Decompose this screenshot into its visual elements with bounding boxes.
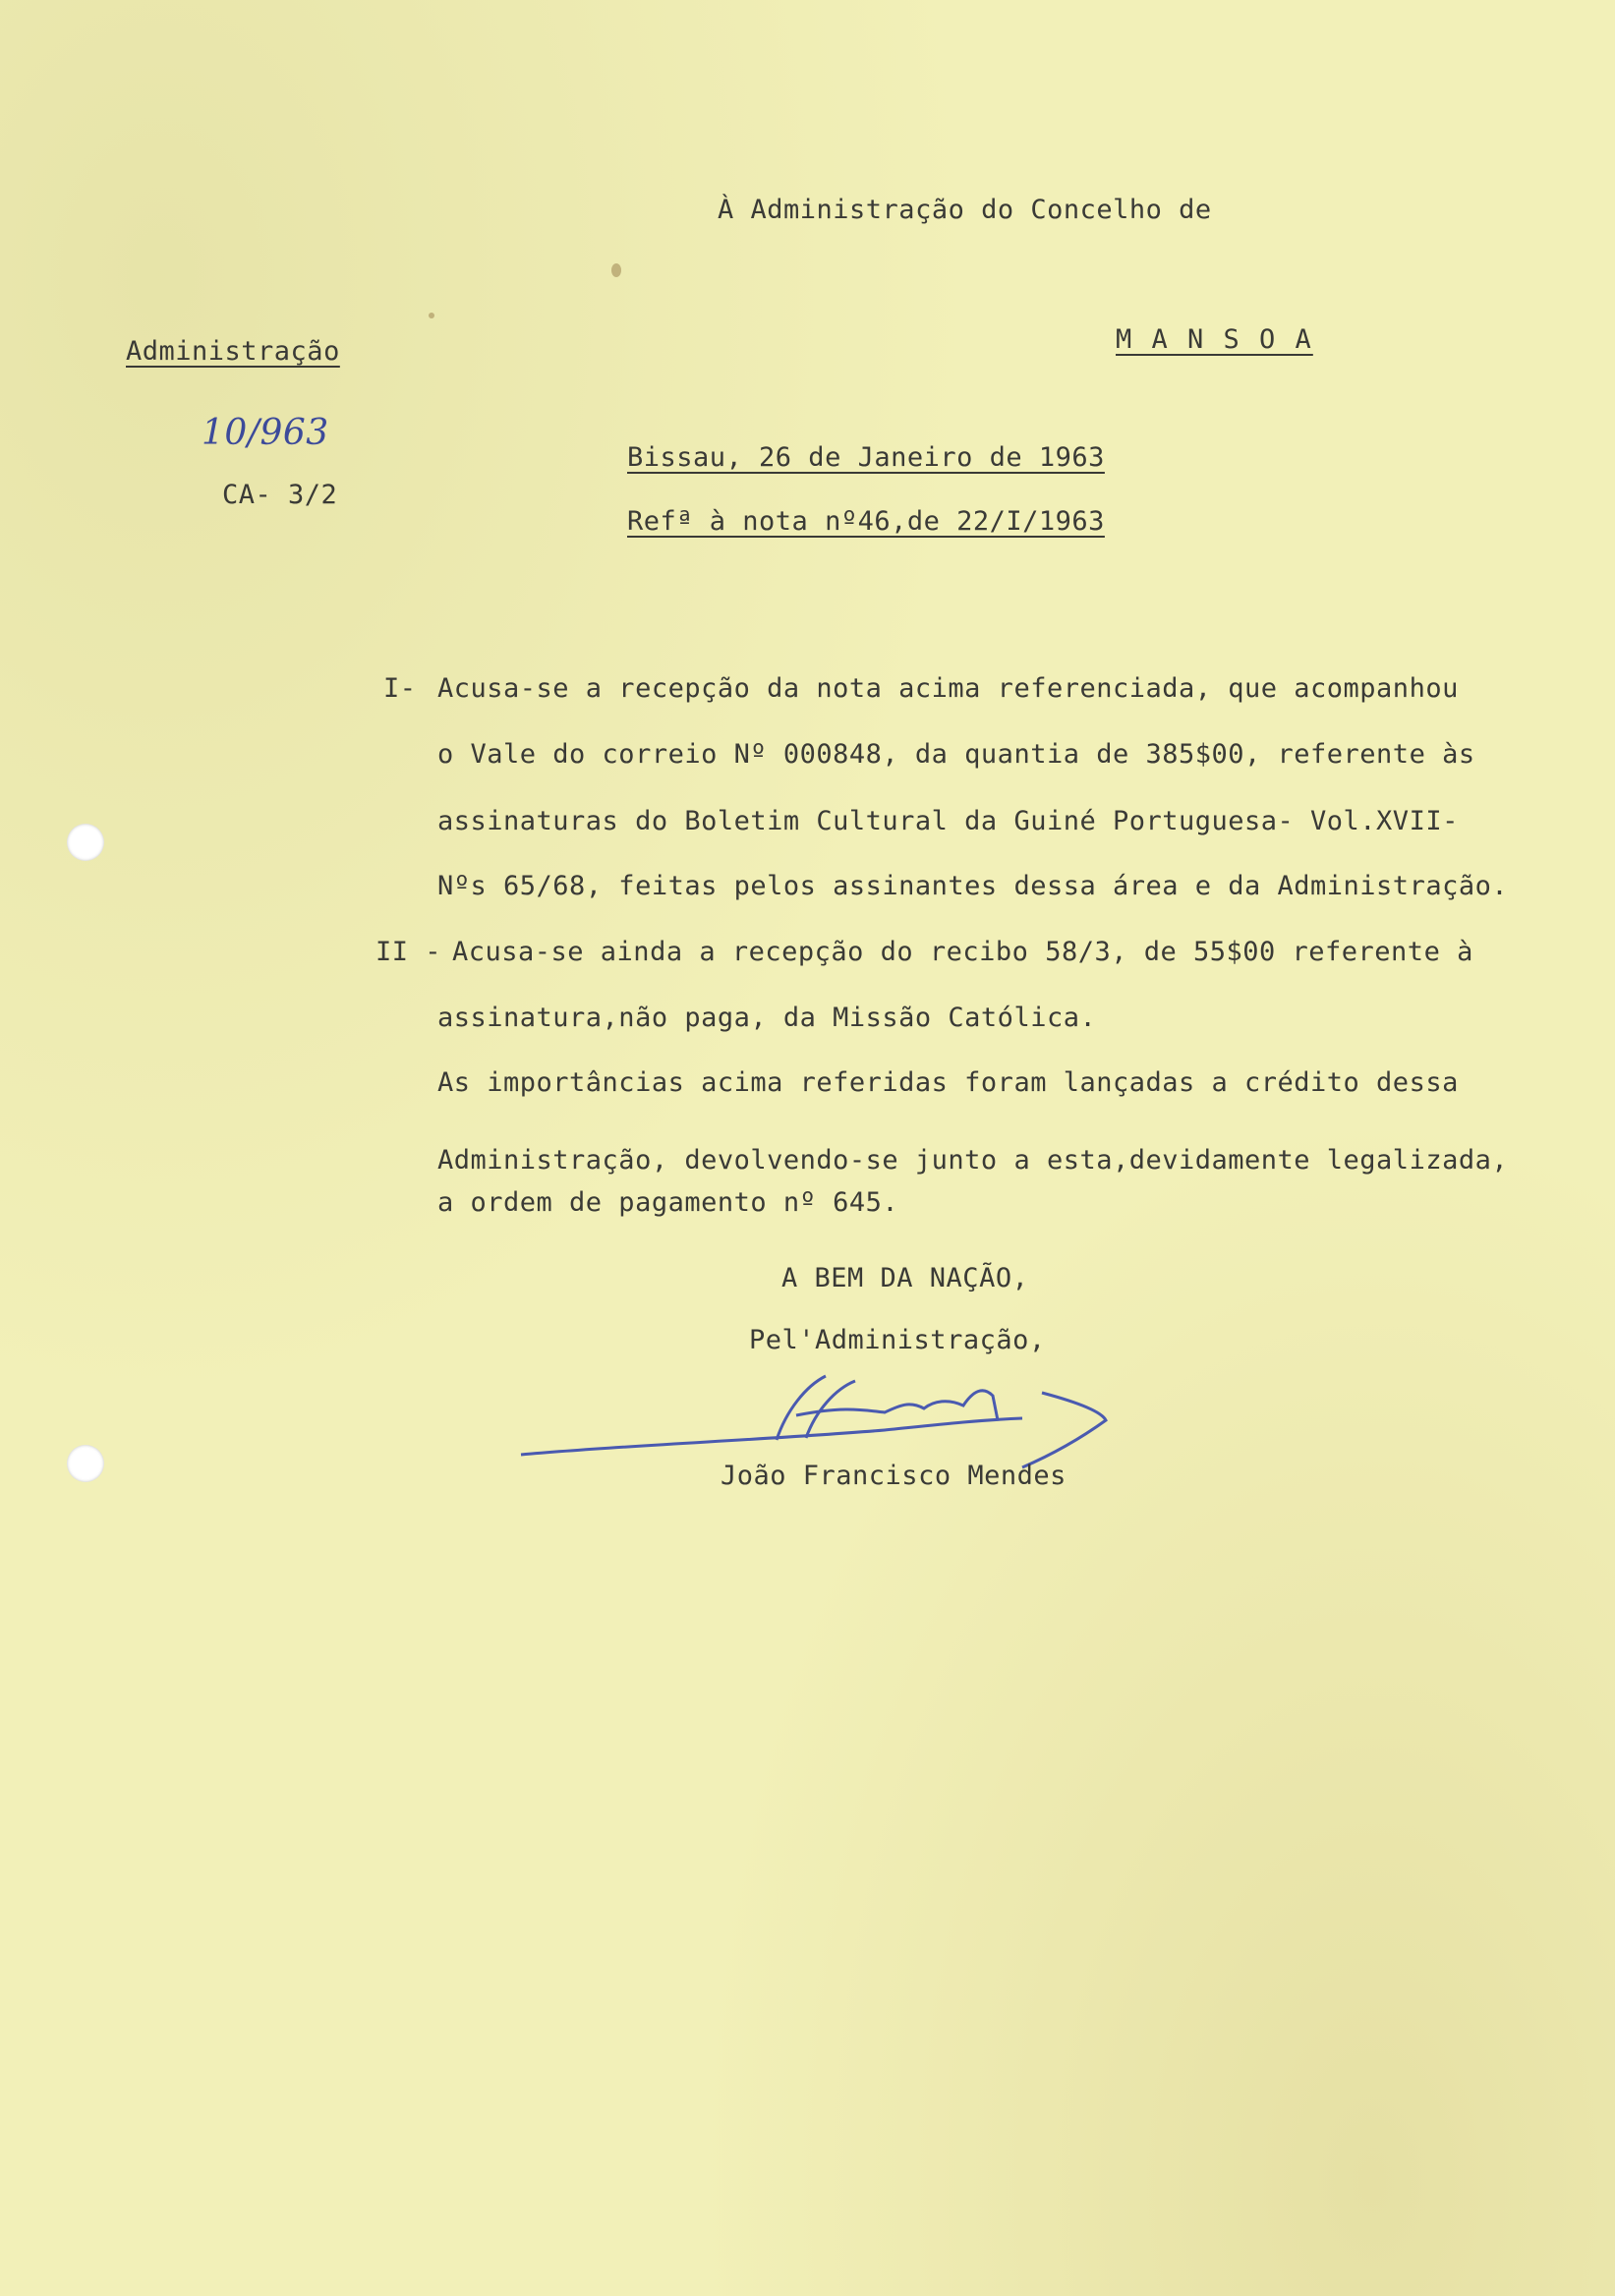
body-line-9: a ordem de pagamento nº 645. xyxy=(437,1187,899,1218)
department-label: Administração xyxy=(126,336,340,367)
body-line-4: Nºs 65/68, feitas pelos assinantes dessa área e da Administração. xyxy=(437,871,1509,901)
body-line-5: Acusa-se ainda a recepção do recibo 58/3, de 55$00 referente à xyxy=(452,937,1473,967)
handwritten-number: 10/963 xyxy=(202,413,329,453)
ref-code: CA- 3/2 xyxy=(222,480,338,510)
body-line-6: assinatura,não paga, da Missão Católica. xyxy=(437,1003,1097,1033)
body-line-1: Acusa-se a recepção da nota acima referenciada, que acompanhou xyxy=(437,673,1459,704)
punch-hole-top xyxy=(67,824,104,861)
body-line-8: Administração, devolvendo-se junto a esta,devidamente legalizada, xyxy=(437,1145,1509,1176)
body-line-3: assinaturas do Boletim Cultural da Guiné Portuguesa- Vol.XVII- xyxy=(437,806,1459,836)
addressee-place: M A N S O A xyxy=(1116,324,1313,355)
reference-line: Refª à nota nº46,de 22/I/1963 xyxy=(627,506,1105,537)
addressee-line: À Administração do Concelho de xyxy=(718,195,1212,225)
closing-on-behalf: Pel'Administração, xyxy=(749,1325,1046,1355)
paper-stain xyxy=(429,313,434,318)
body-line-2: o Vale do correio Nº 000848, da quantia de 385$00, referente às xyxy=(437,739,1475,770)
punch-hole-bottom xyxy=(67,1445,104,1482)
date-line: Bissau, 26 de Janeiro de 1963 xyxy=(627,442,1105,473)
closing-salutation: A BEM DA NAÇÃO, xyxy=(781,1263,1029,1293)
body-line-7: As importâncias acima referidas foram lançadas a crédito dessa xyxy=(437,1067,1459,1098)
signatory-name: João Francisco Mendes xyxy=(721,1461,1067,1491)
paragraph-number-II: II - xyxy=(375,937,442,967)
paragraph-number-I: I- xyxy=(383,673,417,704)
paper-stain xyxy=(611,263,621,277)
